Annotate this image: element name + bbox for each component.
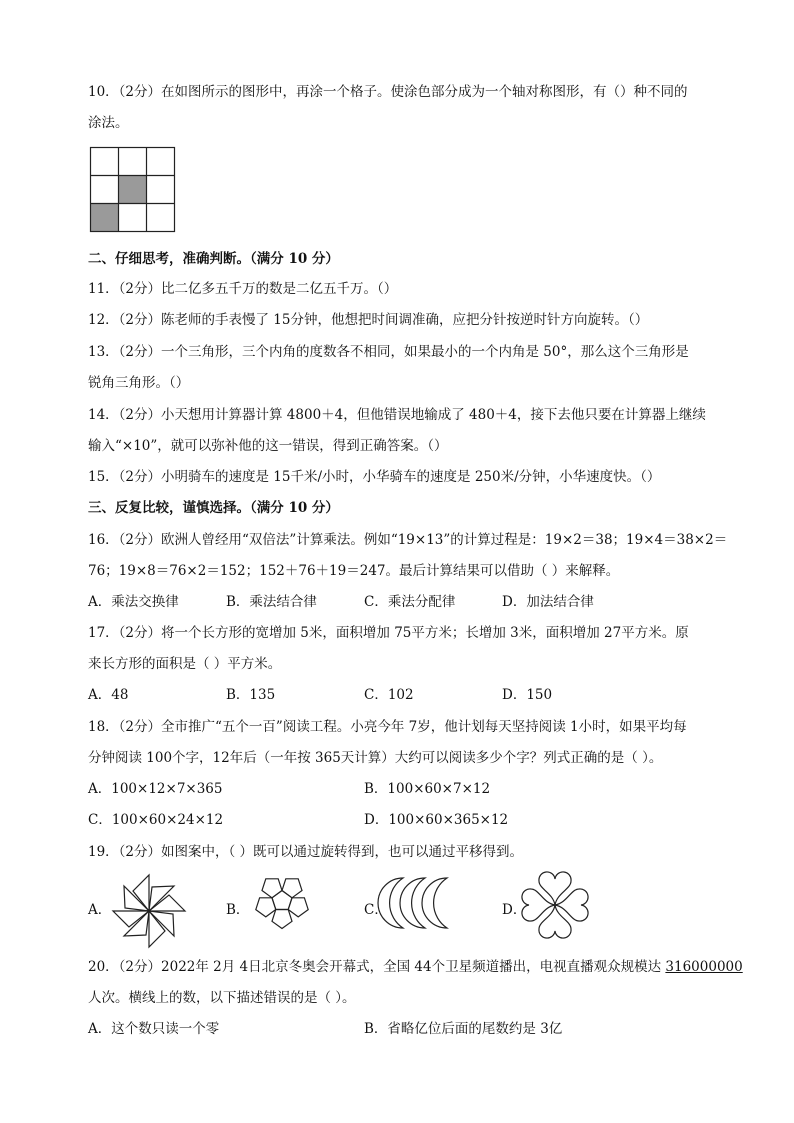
section-2-heading: 二、仔细思考，准确判断。（满分 10 分） — [88, 251, 339, 267]
q20-option-a[interactable]: A．这个数只读一个零 — [88, 1021, 220, 1037]
q17-text-line1: 17．（2分）将一个长方形的宽增加 5米，面积增加 75平方米；长增加 3米，面积增加 27平方米。原 — [88, 625, 689, 641]
q17-option-c[interactable]: C．102 — [364, 687, 414, 703]
q20-option-b[interactable]: B．省略亿位后面的尾数约是 3亿 — [364, 1021, 563, 1037]
q10-text-line1: 10．（2分）在如图所示的图形中，再涂一个格子。使涂色部分成为一个轴对称图形，有（）种不同的 — [88, 84, 688, 100]
q19-option-d-label[interactable]: D． — [502, 902, 527, 918]
q10-text-line2: 涂法。 — [88, 115, 129, 131]
grid-cell-shaded — [119, 176, 147, 204]
q10-grid-figure — [90, 147, 176, 233]
q14-text-line1: 14．（2分）小天想用计算器计算 4800＋4，但他错误地输成了 480＋4，接下去他只要在计算器上继续 — [88, 407, 706, 423]
q20-text-line2: 人次。横线上的数，以下描述错误的是（ ）。 — [88, 990, 356, 1006]
pentagon-star-figure — [247, 871, 317, 933]
q17-option-d[interactable]: D．150 — [502, 687, 553, 703]
q20-text-prefix: 20．（2分）2022年 2月 4日北京冬奥会开幕式，全国 44个卫星频道播出，电视直播观众规模达 — [88, 959, 666, 975]
q16-option-c[interactable]: C．乘法分配律 — [364, 594, 456, 610]
q19-option-b-label[interactable]: B． — [226, 902, 250, 918]
q20-underlined-number: 316000000 — [665, 959, 743, 975]
q16-option-b[interactable]: B．乘法结合律 — [226, 594, 317, 610]
q13-text-line2: 锐角三角形。（） — [88, 375, 190, 391]
q20-text-line1 — [88, 957, 743, 977]
q19-option-a-label[interactable]: A． — [88, 902, 112, 918]
q16-option-d[interactable]: D．加法结合律 — [502, 594, 594, 610]
q18-text-line1: 18．（2分）全市推广“五个一百”阅读工程。小亮今年 7岁，他计划每天坚持阅读 1小时，如果平均每 — [88, 719, 687, 735]
q16-text-line2: 76；19×8＝76×2＝152；152＋76＋19＝247。最后计算结果可以借助（ ）来解释。 — [88, 563, 620, 579]
pinwheel-figure — [110, 872, 188, 950]
grid-cell-shaded — [91, 204, 119, 232]
crescent-moons-figure — [385, 876, 457, 930]
q17-option-a[interactable]: A．48 — [88, 687, 129, 703]
q11-text: 11．（2分）比二亿多五千万的数是二亿五千万。（） — [88, 281, 398, 297]
section-3-heading: 三、反复比较，谨慎选择。（满分 10 分） — [88, 500, 339, 516]
q18-option-a[interactable]: A．100×12×7×365 — [88, 781, 223, 797]
q16-text-line1: 16．（2分）欧洲人曾经用“双倍法”计算乘法。例如“19×13”的计算过程是：19×2＝38；19×4＝38×2＝ — [88, 532, 728, 548]
q12-text: 12．（2分）陈老师的手表慢了 15分钟，他想把时间调准确，应把分针按逆时针方向旋转。（） — [88, 312, 649, 328]
q16-option-a[interactable]: A．乘法交换律 — [88, 594, 179, 610]
q14-text-line2: 输入“×10”，就可以弥补他的这一错误，得到正确答案。（） — [88, 438, 448, 454]
q18-text-line2: 分钟阅读 100个字，12年后（一年按 365天计算）大约可以阅读多少个字？列式正确的是（ ）。 — [88, 750, 663, 766]
q15-text: 15．（2分）小明骑车的速度是 15千米/小时，小华骑车的速度是 250米/分钟，小华速度快。（） — [88, 469, 661, 485]
q18-option-c[interactable]: C．100×60×24×12 — [88, 812, 224, 828]
q18-option-d[interactable]: D．100×60×365×12 — [364, 812, 509, 828]
q17-option-b[interactable]: B．135 — [226, 687, 276, 703]
q19-option-c-label[interactable]: C． — [364, 902, 388, 918]
four-heart-clover-figure — [522, 872, 588, 938]
q19-text: 19．（2分）如图案中，（ ）既可以通过旋转得到，也可以通过平移得到。 — [88, 844, 524, 860]
q13-text-line1: 13．（2分）一个三角形，三个内角的度数各不相同，如果最小的一个内角是 50°，那么这个三角形是 — [88, 344, 689, 360]
q18-option-b[interactable]: B．100×60×7×12 — [364, 781, 491, 797]
q17-text-line2: 来长方形的面积是（ ）平方米。 — [88, 656, 282, 672]
